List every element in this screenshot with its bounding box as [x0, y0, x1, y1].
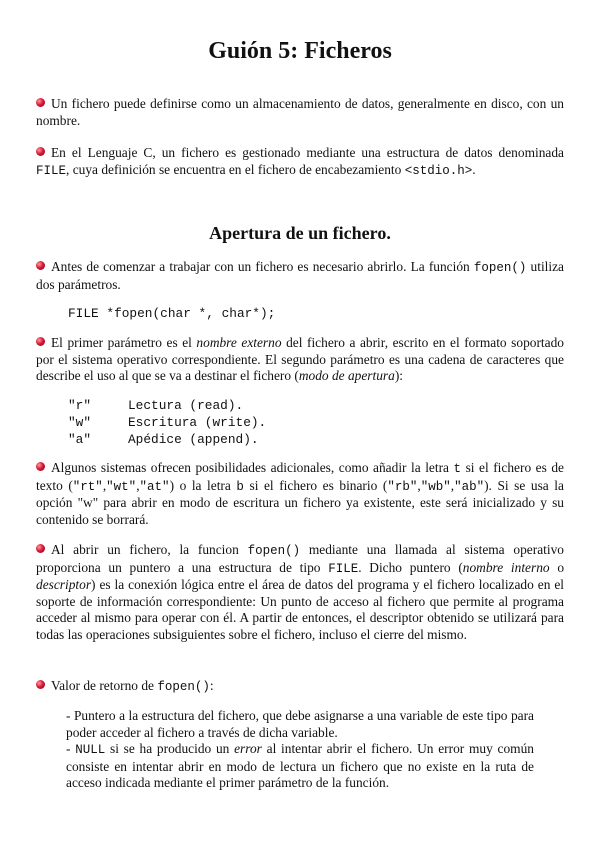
section-paragraph-1 — [36, 259, 564, 293]
text: al intentar abrir el fichero. Un error muy común consiste en intentar abrir en modo de lectura un fichero que no existe en la ruta de acceso indicada mediante el primer parámetro de la función. — [66, 741, 534, 790]
bullet-icon — [36, 680, 45, 689]
text: Algunos sistemas ofrecen posibilidades adicionales, como añadir la letra — [51, 460, 449, 475]
bullet-icon — [36, 544, 45, 553]
mode-desc: Escritura (write). — [128, 415, 267, 430]
text: : — [209, 678, 214, 693]
code-stdio: <stdio.h> — [404, 163, 473, 178]
text: ) o la letra — [169, 477, 231, 493]
intro-paragraph-1 — [36, 96, 564, 129]
text: , — [102, 477, 107, 493]
text: El primer parámetro es el — [51, 335, 192, 350]
code-t: t — [453, 462, 462, 476]
code-file: FILE — [328, 561, 359, 576]
text: o — [557, 559, 565, 575]
intro-paragraph-2 — [36, 145, 564, 179]
bullet-icon — [36, 261, 45, 270]
text: , — [417, 477, 421, 493]
mode-desc: Apédice (append). — [128, 432, 259, 447]
mode-desc: Lectura (read). — [128, 398, 244, 413]
text: si el fichero es de texto ( — [36, 460, 564, 493]
section-paragraph-5 — [36, 678, 564, 696]
section-heading: Apertura de un fichero. — [209, 223, 391, 243]
page-title: Guión 5: Ficheros — [208, 38, 392, 64]
emph-nombre-interno: nombre interno — [462, 559, 550, 575]
text: Antes de comenzar a trabajar con un fichero es necesario abrirlo. La función — [51, 259, 470, 274]
section-paragraph-2 — [36, 335, 564, 385]
text: ): — [394, 368, 404, 383]
emph-modo-apertura: modo de apertura — [298, 368, 395, 383]
text: Al abrir un fichero, la funcion — [51, 542, 239, 557]
bullet-icon — [36, 147, 45, 156]
code: "rb" — [387, 479, 418, 494]
intro-text-1: Un fichero puede definirse como un almacenamiento de datos, generalmente en disco, con un nombre. — [36, 96, 564, 128]
mode-row — [68, 431, 266, 448]
code: "ab" — [454, 479, 485, 494]
code: "rt" — [72, 479, 103, 494]
text: , — [136, 477, 140, 493]
text: . Dicho puntero ( — [358, 559, 463, 575]
text: si el fichero es binario ( — [249, 477, 388, 493]
mode-key: "w" — [68, 415, 92, 430]
bullet-icon — [36, 462, 45, 471]
code-file: FILE — [36, 163, 67, 178]
code-null: NULL — [75, 743, 106, 757]
code-fopen: fopen() — [473, 261, 527, 275]
section-paragraph-4 — [36, 542, 564, 643]
bullet-icon — [36, 337, 45, 346]
bullet-icon — [36, 98, 45, 107]
return-value-2 — [66, 741, 534, 792]
text: - — [66, 741, 71, 756]
code: "at" — [139, 479, 170, 494]
emph-descriptor: descriptor — [36, 577, 92, 592]
text: mediante una llamada al sistema operativo proporciona un puntero a una estructura de tipo — [36, 542, 564, 575]
text: si se ha producido un — [109, 741, 230, 756]
emph-error: error — [234, 741, 262, 756]
text: . — [472, 161, 476, 177]
text: Valor de retorno de — [51, 678, 154, 693]
code: "wb" — [420, 479, 451, 494]
section-paragraph-3 — [36, 460, 564, 528]
text: utiliza dos parámetros. — [36, 259, 564, 292]
mode-key: "a" — [68, 432, 92, 447]
code-b: b — [236, 479, 244, 494]
code-fopen: fopen() — [157, 680, 210, 694]
code: "wt" — [106, 479, 137, 494]
modes-list — [68, 397, 266, 448]
mode-key: "r" — [68, 398, 92, 413]
text: ) es la conexión lógica entre el área de datos del programa y el fichero localizado en el soporte de información correspondiente: Un punto de acceso al fichero que permite al programa acceder al mismo para operar con él. A partir de entonces, el descriptor obtenido se utilizará para todas las operaciones subsiguientes sobre el fichero, incluso el cierre del mismo. — [36, 577, 564, 642]
mode-row — [68, 397, 266, 414]
text: , cuya definición se encuentra en el fichero de encabezamiento — [66, 161, 402, 177]
text: En el Lenguaje C, un fichero es gestionado mediante una estructura de datos denominada — [51, 145, 564, 160]
return-value-1: - Puntero a la estructura del fichero, que debe asignarse a una variable de este tipo para poder acceder al fichero a través de dicha variable. — [66, 708, 534, 740]
emph-nombre-externo: nombre externo — [196, 335, 282, 350]
fopen-prototype: FILE *fopen(char *, char*); — [68, 306, 276, 321]
code-fopen: fopen() — [247, 544, 301, 558]
text: del fichero a abrir, escrito en el formato soportado por el sistema operativo correspondiente. El segundo parámetro es una cadena de caracteres que describe el uso al que se va a destinar el fichero ( — [36, 335, 564, 383]
mode-row — [68, 414, 266, 431]
text: ). Si se usa la opción "w" para abrir en modo de escritura un fichero ya existente, este será inicializado y su contenido se borrará. — [36, 477, 564, 527]
text: , — [450, 477, 455, 493]
